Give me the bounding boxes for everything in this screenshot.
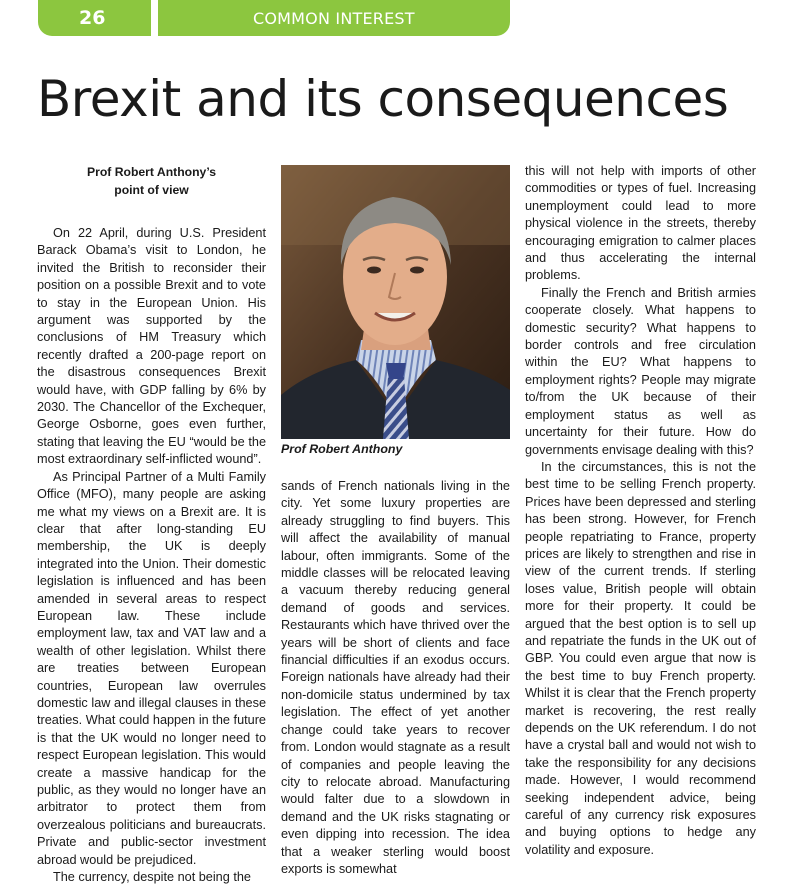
section-title: COMMON INTEREST [253,8,415,28]
author-photo [281,165,510,439]
section-tab [158,0,510,36]
paragraph: As Principal Partner of a Multi Family Office (MFO), many people are asking me what my views on a Brexit are. It is clear that after long-standing EU membership, the UK is deeply integrated into the Union. Their domestic legislation is influenced and has been amended in several areas to respect European law. These include employment law, tax and VAT law and a wealth of other legislation. Whilst there are treaties between European countries, European law overrules domestic law and illegal clauses in these treaties. What could happen in the future is that the UK would no longer need to respect European legislation. This would create a massive handicap for the public, as they would no longer have an arbitrator to protect them from overzealous politicians and bureaucrats. Private and public-sector investment abroad would be prejudiced. [37,469,266,867]
paragraph: this will not help with imports of other commodities or types of fuel. Increasing unemployment could lead to more physical violence in the streets, thereby encouraging emigration to calmer places and thus accelerating the internal problems. [525,164,756,283]
byline [37,163,266,199]
paragraph: The currency, despite not being the [53,870,251,885]
page-number: 26 [79,7,106,29]
page-number-tab [38,0,151,36]
paragraph: Finally the French and British armies cooperate closely. What happens to domestic security? What happens to border controls and free circulation within the EU? What happens to employment rights? People may migrate to/from the UK because of their employment status as well as uncertainty for their future. How do governments envisage dealing with this? [525,285,756,457]
byline-subtitle: point of view [114,183,189,197]
paragraph: sands of French nationals living in the city. Yet some luxury properties are already struggling to find buyers. This will affect the availability of manual labour, often immigrants. Some of the middle classes will be relocated leaving a vacuum thereby reducing general demand of goods and services. Restaurants which have thrived over the years will be short of clients and face financial difficulties if an exodus occurs. Foreign nationals have already had their non-domicile status undermined by tax legislation. The effect of yet another change could take years to recover from. London would stagnate as a result of companies and people leaving the city to relocate abroad. Manufacturing would falter due to a slowdown in demand and the UK risks stagnating or even dipping into recession. The idea that a weaker sterling would boost exports is somewhat [281,479,510,876]
article-column-2 [281,478,510,878]
article-column-3 [525,163,756,859]
byline-author: Prof Robert Anthony’s [86,165,217,179]
article-title: Brexit and its consequences [37,70,729,128]
paragraph: On 22 April, during U.S. President Barack Obama’s visit to London, he invited the British to reconsider their position on a possible Brexit and to vote to stay in the European Union. His argument was supported by the conclusions of HM Treasury which recently drafted a 200-page report on the disastrous consequences Brexit would have, with GDP falling by 6% by 2030. The Chancellor of the Exchequer, George Osborne, goes even further, stating that leaving the EU “would be the most extraordinary self-inflicted wound”. [37,226,266,467]
photo-caption: Prof Robert Anthony [281,442,403,456]
paragraph: In the circumstances, this is not the best time to be selling French property. Prices have been depressed and sterling has been strong. However, for French people repatriating to France, property prices are likely to strengthen and rise in view of the current trends. If sterling loses value, British people will obtain more for their property. It could be argued that the best option is to sell up and repatriate the funds in the UK out of GBP. You could even argue that now is the best time to buy French property. Whilst it is clear that the French property market is recovering, the rest really depends on the UK referendum. I do not have a crystal ball and would not wish to take the responsibility for any decisions made. However, I would recommend seeking independent advice, being careful of any currency risk exposures and buying options to hedge any volatility and exposure. [525,459,756,857]
article-column-1 [37,163,266,886]
